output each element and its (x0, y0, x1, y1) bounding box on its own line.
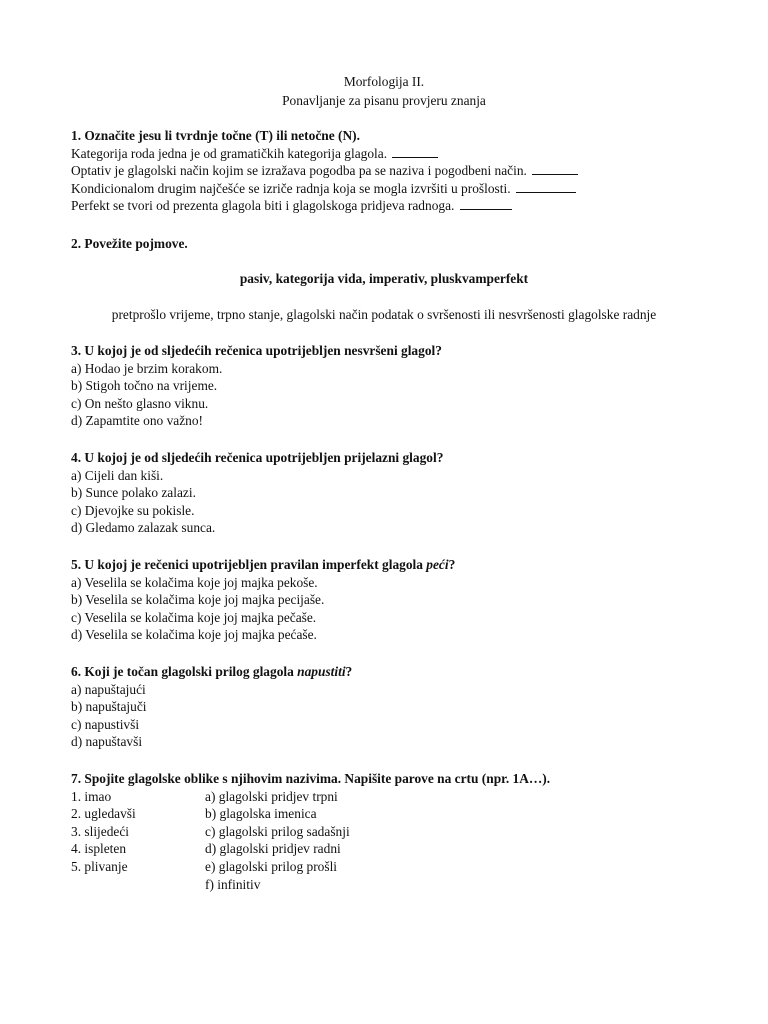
option-a[interactable]: a) Cijeli dan kiši. (71, 467, 164, 483)
form-name-item: d) glagolski pridjev radni (205, 841, 341, 857)
question-1 (71, 127, 711, 215)
option-b[interactable]: b) Veselila se kolačima koje joj majka pecijaše. (71, 592, 325, 608)
question-6-title: 6. Koji je točan glagolski prilog glagola napustiti? (71, 664, 353, 679)
answer-line[interactable] (532, 162, 578, 175)
option-a[interactable]: a) Veselila se kolačima koje joj majka pekoše. (71, 574, 318, 590)
form-name-item: c) glagolski prilog sadašnji (205, 823, 350, 839)
form-name-item: b) glagolska imenica (205, 806, 317, 822)
verb-form-item: 4. ispleten (71, 841, 127, 857)
option-c[interactable]: c) Veselila se kolačima koje joj majka pečaše. (71, 609, 317, 625)
document-title: Morfologija II. (343, 74, 425, 89)
form-name-item: f) infinitiv (205, 876, 261, 892)
question-2 (71, 235, 711, 253)
question-6 (71, 663, 711, 751)
question-1-title: 1. Označite jesu li tvrdnje točne (T) ili netočne (N). (71, 128, 360, 143)
option-d[interactable]: d) Gledamo zalazak sunca. (71, 520, 216, 536)
question-3 (71, 342, 711, 430)
statement-2: Optativ je glagolski način kojim se izražava pogodba pa se naziva i pogodbeni način. (71, 162, 711, 180)
verb-form-item-empty (71, 876, 205, 894)
option-d[interactable]: d) napuštavši (71, 734, 143, 750)
question-4 (71, 449, 711, 537)
option-d[interactable]: d) Veselila se kolačima koje joj majka pećaše. (71, 627, 317, 643)
option-d[interactable]: d) Zapamtite ono važno! (71, 413, 203, 429)
verb-form-item: 3. slijedeći (71, 823, 130, 839)
option-b[interactable]: b) napuštajuči (71, 699, 147, 715)
answer-line[interactable] (392, 145, 438, 158)
question-5 (71, 556, 711, 644)
form-name-item: e) glagolski prilog prošli (205, 858, 338, 874)
document-subtitle: Ponavljanje za pisanu provjeru znanja (282, 93, 486, 108)
statement-3: Kondicionalom drugim najčešće se izriče radnja koja se mogla izvršiti u prošlosti. (71, 180, 711, 198)
question-4-title: 4. U kojoj je od sljedećih rečenica upotrijebljen prijelazni glagol? (71, 450, 444, 465)
answer-line[interactable] (516, 180, 576, 193)
form-name-item: a) glagolski pridjev trpni (205, 788, 338, 804)
verb-form-item: 5. plivanje (71, 858, 128, 874)
option-b[interactable]: b) Sunce polako zalazi. (71, 485, 196, 501)
option-a[interactable]: a) napuštajući (71, 681, 146, 697)
answer-line[interactable] (460, 197, 512, 210)
matching-table (71, 788, 711, 894)
question-2-terms: pasiv, kategorija vida, imperativ, pluskvamperfekt (239, 271, 529, 286)
question-2-title: 2. Povežite pojmove. (71, 236, 188, 251)
statement-4: Perfekt se tvori od prezenta glagola biti i glagolskoga pridjeva radnoga. (71, 197, 711, 215)
question-3-title: 3. U kojoj je od sljedećih rečenica upotrijebljen nesvršeni glagol? (71, 343, 442, 358)
verb-form-item: 2. ugledavši (71, 806, 136, 822)
statement-1: Kategorija roda jedna je od gramatičkih kategorija glagola. (71, 145, 711, 163)
question-5-title: 5. U kojoj je rečenici upotrijebljen pravilan imperfekt glagola peći? (71, 557, 456, 572)
option-a[interactable]: a) Hodao je brzim korakom. (71, 360, 223, 376)
option-b[interactable]: b) Stigoh točno na vrijeme. (71, 378, 218, 394)
document-header (0, 72, 768, 110)
option-c[interactable]: c) On nešto glasno viknu. (71, 395, 209, 411)
question-7-title: 7. Spojite glagolske oblike s njihovim nazivima. Napišite parove na crtu (npr. 1A…). (71, 771, 551, 786)
question-2-definitions: pretprošlo vrijeme, trpno stanje, glagolski način podatak o svršenosti ili nesvršenosti glagolske radnje (111, 307, 657, 322)
question-7 (71, 770, 711, 893)
verb-form-item: 1. imao (71, 788, 112, 804)
option-c[interactable]: c) napustivši (71, 716, 140, 732)
option-c[interactable]: c) Djevojke su pokisle. (71, 502, 195, 518)
